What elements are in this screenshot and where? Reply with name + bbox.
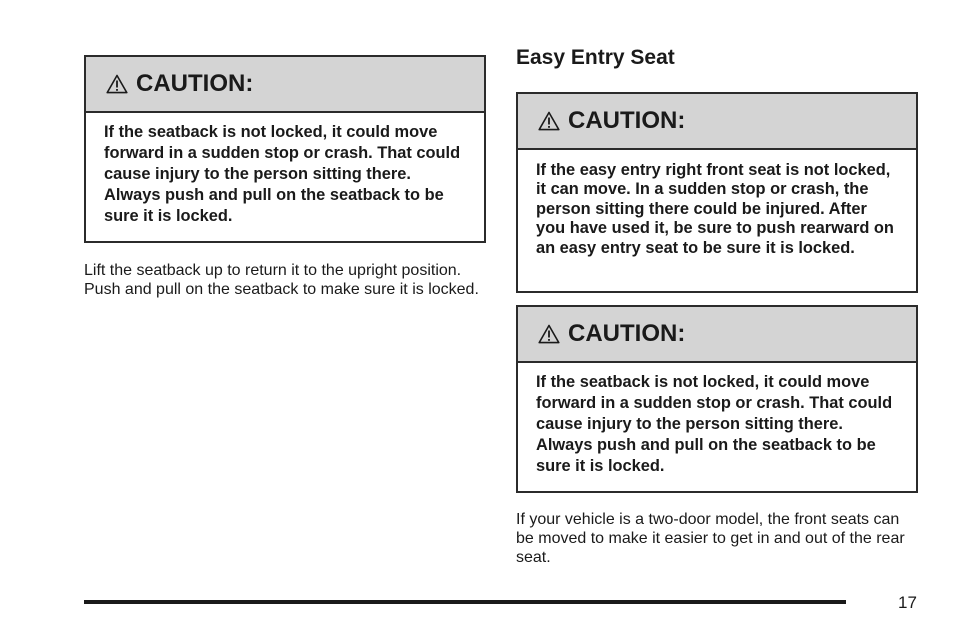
caution-box-right-2 — [516, 305, 918, 493]
caution-box-right-1 — [516, 92, 918, 293]
caution-header — [518, 307, 916, 363]
left-paragraph: Lift the seatback up to return it to the upright position. Push and pull on the seatback to make sure it is locked. — [84, 262, 479, 298]
footer-rule — [84, 600, 846, 604]
warning-icon — [538, 111, 560, 131]
caution-title: CAUTION: — [136, 70, 254, 97]
right-paragraph: If your vehicle is a two-door model, the front seats can be moved to make it easier to get in and out of the rear seat. — [516, 511, 905, 566]
caution-header — [86, 57, 484, 113]
caution-text: If the seatback is not locked, it could move forward in a sudden stop or crash. That could cause injury to the person sitting there. Always push and pull on the seatback to be sure it is locked. — [536, 373, 893, 475]
warning-icon — [106, 74, 128, 94]
caution-text: If the seatback is not locked, it could move forward in a sudden stop or crash. That could cause injury to the person sitting there. Always push and pull on the seatback to be sure it is locked. — [104, 123, 461, 225]
caution-text: If the easy entry right front seat is not locked, it can move. In a sudden stop or crash, the person sitting there could be injured. After you have used it, be sure to push rearward on an easy entry seat to be sure it is locked. — [536, 161, 894, 257]
section-heading: Easy Entry Seat — [516, 46, 675, 69]
caution-title: CAUTION: — [568, 107, 686, 134]
warning-icon — [538, 324, 560, 344]
caution-title: CAUTION: — [568, 320, 686, 347]
page-number: 17 — [898, 593, 917, 612]
caution-box-left — [84, 55, 486, 243]
caution-header — [518, 94, 916, 150]
